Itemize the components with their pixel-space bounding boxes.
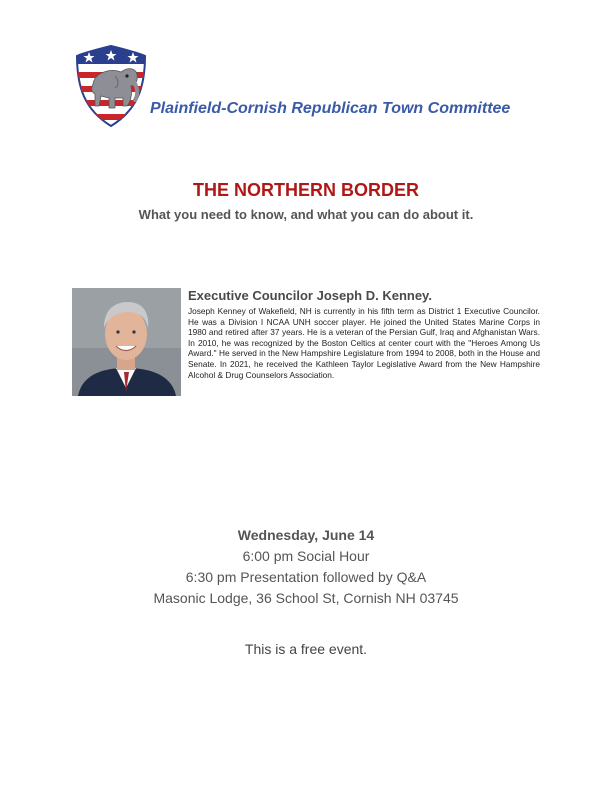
presentation-time: 6:30 pm Presentation followed by Q&A	[185, 569, 427, 585]
speaker-bio: Joseph Kenney of Wakefield, NH is currently in his fifth term as District 1 Executive Councilor. He was a Division I NCAA UNH soccer player. He joined the United States Marine Corps in 1980 and retired after 37 years. He is a veteran of the Persian Gulf, Iraq and Afghanistan Wars. In 2010, he was recognized by the Boston Celtics at center court with the "Heroes Among Us Award." He served in the New Hampshire Legislature from 1994 to 2008, both in the House and Senate. In 2021, he received the Kathleen Taylor Legislative Award from the New Hampshire Alcohol & Drug Counselors Association.	[188, 306, 540, 380]
free-event-note: This is a free event.	[244, 641, 368, 657]
event-subtitle: What you need to know, and what you can do about it.	[138, 207, 474, 222]
event-date: Wednesday, June 14	[237, 527, 375, 543]
speaker-portrait-photo	[72, 288, 181, 396]
event-details	[0, 525, 612, 609]
org-name: Plainfield-Cornish Republican Town Committee	[150, 100, 511, 117]
event-title: THE NORTHERN BORDER	[192, 180, 419, 200]
social-hour: 6:00 pm Social Hour	[242, 548, 370, 564]
republican-elephant-shield-icon	[75, 44, 147, 128]
speaker-name: Executive Councilor Joseph D. Kenney.	[188, 288, 432, 303]
event-location: Masonic Lodge, 36 School St, Cornish NH 03745	[153, 590, 459, 606]
